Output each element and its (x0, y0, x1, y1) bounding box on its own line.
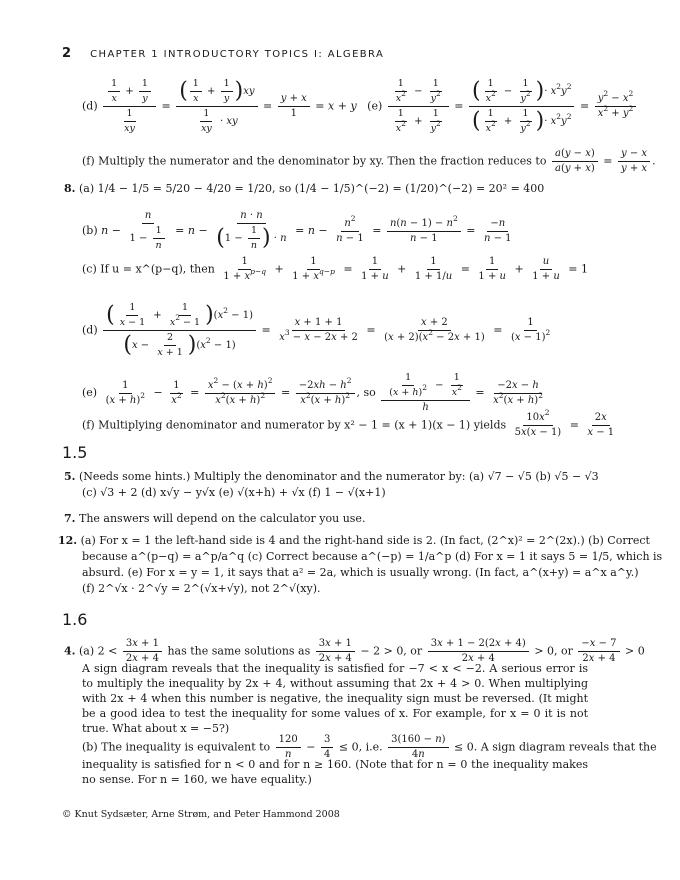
section-1-5: 1.5 (62, 443, 88, 462)
problem-12-line3 (82, 566, 639, 580)
problem-4a-paragraph: A sign diagram reveals that the inequality is satisfied for −7 < x < −2. A serious error is to multiply the inequality by 2x + 4, without assuming that 2x + 4 > 0. When multiplying with 2x + 4 when this number is negative, the inequality sign must be reversed. (It might be a good idea to test the inequality for some values of x. For example, for x = 0 it is not true. What about x = −5?) (82, 662, 588, 735)
text-4b-2: ≤ 0, i.e. (338, 740, 383, 754)
equation-8d: (d) ( $\frac{1}{x - 1}$ + $\frac{1}{x^2 - 1}$ )$(x^2 - 1)$ (x − $\frac{2}{x + 1}$ )$(x^2 - 1)$ = $\frac{x + 1 + 1}{x^3 - x - 2x + 2}$ = $\frac{x + 2}{(x + 2)(x^2 - 2x + 1)}$ = $\frac{1}{(x - 1)^2}$ (82, 302, 551, 358)
text-4a-4: > 0, or (534, 644, 573, 658)
equation-7f: (f) Multiply the numerator and the denominator by xy. Then the fraction reduces to $\frac{a(y - x)}{a(y + x)}$ = $\frac{y - x}{y + x}$ . (82, 148, 656, 174)
text-7f: (f) Multiply the numerator and the denominator by xy. Then the fraction reduces to (82, 154, 547, 168)
text-8c: (c) If u = x^(p−q), then (82, 262, 215, 276)
chapter-title: CHAPTER 1 INTRODUCTORY TOPICS I: ALGEBRA (90, 49, 385, 60)
text-4b-1: (b) The inequality is equivalent to (82, 740, 271, 754)
equation-8a (64, 182, 544, 196)
text-12-line3: absurd. (e) For x = y = 1, it says that a² = 2a, which is usually wrong. (In fact, a^(x+y) = a^x a^y.) (82, 566, 639, 579)
problem-4b-paragraph: inequality is satisfied for n < 0 and for n ≥ 160. (Note that for n = 0 the inequality makes no sense. For n = 160, we have equality.) (82, 758, 588, 786)
label-e: (e) (367, 99, 383, 113)
problem-5 (64, 470, 599, 484)
text-12-line4: (f) 2^√x · 2^√y = 2^(√x+√y), not 2^√(xy). (82, 582, 321, 595)
text-8f: (f) Multiplying denominator and numerator by x² − 1 = (x + 1)(x − 1) yields (82, 418, 507, 432)
problem-7 (64, 512, 365, 526)
label-d: (d) (82, 99, 98, 113)
equation-8b: (b) n − n 1 − $\frac{1}{n}$ = n − n · n (1 − $\frac{1}{n}$ ) · n = n − $\frac{n^2}{n - 1}$ = $\frac{n(n - 1) - n^2}{n - 1}$ = $\frac{-n}{n - 1}$ (82, 210, 512, 251)
text-4a-1: (a) 2 < (78, 644, 118, 658)
label-e2: (e) (82, 386, 98, 399)
text-5-line1: (Needs some hints.) Multiply the denominator and the numerator by: (a) √7 − √5 (b) √5 − √3 (78, 470, 599, 483)
text-so: , so (356, 386, 376, 399)
text-8a: (a) 1/4 − 1/5 = 5/20 − 4/20 = 1/20, so (1/4 − 1/5)^(−2) = (1/20)^(−2) = 20² = 400 (78, 182, 545, 195)
text-4b-3: ≤ 0. A sign diagram reveals that the (454, 740, 657, 754)
problem-5-line2 (82, 486, 386, 500)
text-12-line2: because a^(p−q) = a^p/a^q (c) Correct because a^(−p) = 1/a^p (d) For x = 1 it says 5 = 1/5, which is (82, 550, 663, 563)
text-12-line1: (a) For x = 1 the left-hand side is 4 and the right-hand side is 2. (In fact, (2^x)² = 2^(2x).) (b) Correct (80, 534, 650, 547)
equation-8f: (f) Multiplying denominator and numerator by x² − 1 = (x + 1)(x − 1) yields $\frac{10x^2}{5x(x - 1)}$ = $\frac{2x}{x - 1}$ (82, 408, 615, 438)
problem-4-number: 4. (64, 644, 76, 658)
footer-copyright: © Knut Sydsæter, Arne Strøm, and Peter Hammond 2008 (62, 809, 340, 820)
page-number: 2 (62, 46, 72, 61)
text-4a-3: − 2 > 0, or (360, 644, 423, 658)
problem-4b: (b) The inequality is equivalent to $\frac{120}{n}$ − $\frac{3}{4}$ ≤ 0, i.e. $\frac{3(160 - n)}{4n}$ ≤ 0. A sign diagram reveals that the (82, 734, 657, 760)
problem-5-number: 5. (64, 470, 76, 483)
label-b: (b) (82, 224, 98, 237)
problem-12-number: 12. (58, 534, 78, 547)
section-1-6: 1.6 (62, 610, 88, 629)
running-header (62, 42, 384, 61)
text-5-line2: (c) √3 + 2 (d) x√y − y√x (e) √(x+h) + √x (f) 1 − √(x+1) (82, 486, 386, 499)
equation-8e: (e) $\frac{1}{(x + h)^2}$ − $\frac{1}{x^2}$ = $\frac{x^2 - (x + h)^2}{x^2(x + h)^2}$ = $\frac{-2xh - h^2}{x^2(x + h)^2}$ , so $\frac{1}{(x + h)^2}$ − $\frac{1}{x^2}$ h = $\frac{-2x - h}{x^2(x + h)^2}$ (82, 372, 543, 413)
text-4a-5: > 0 (625, 644, 645, 658)
equation-8c: (c) If u = x^(p−q), then $\frac{1}{1 + x^{p-q}}$ + $\frac{1}{1 + x^{q-p}}$ = $\frac{1}{1 + u}$ + $\frac{1}{1 + 1/u}$ = $\frac{1}{1 + u}$ + $\frac{u}{1 + u}$ = 1 (82, 256, 588, 282)
equation-7d-7e: (d) $\frac{1}{x}$ + $\frac{1}{y}$ $\frac{1}{xy}$ = ( $\frac{1}{x}$ + $\frac{1}{y}$ )xy $\frac{1}{xy}$ · xy = $\frac{y + x}{1}$ = x + y (e) $\frac{1}{x^2}$ − $\frac{1}{y^2}$ $\frac{1}{x^2}$ + $\frac{1}{y^2}$ = ( $\frac{1}{x^2}$ − $\frac{1}{y^2}$ )· $x^2y^2$ ( $\frac{1}{x^2}$ + $\frac{1}{y^2}$ )· $x^2y^2$ = $\frac{y^2 - x^2}{x^2 + y^2}$ (82, 78, 638, 135)
text-7: The answers will depend on the calculator you use. (78, 512, 366, 525)
problem-4a: 4. (a) 2 < $\frac{3x + 1}{2x + 4}$ has the same solutions as $\frac{3x + 1}{2x + 4}$ − 2 > 0, or $\frac{3x + 1 - 2(2x + 4)}{2x + 4}$ > 0, or $\frac{-x - 7}{2x + 4}$ > 0 (64, 638, 645, 664)
problem-7-number: 7. (64, 512, 76, 525)
problem-12-line4 (82, 582, 321, 596)
label-d2: (d) (82, 323, 98, 337)
problem-12-line2 (82, 550, 662, 564)
problem-8-number: 8. (64, 182, 76, 195)
text-4a-2: has the same solutions as (167, 644, 311, 658)
problem-12 (58, 534, 650, 548)
